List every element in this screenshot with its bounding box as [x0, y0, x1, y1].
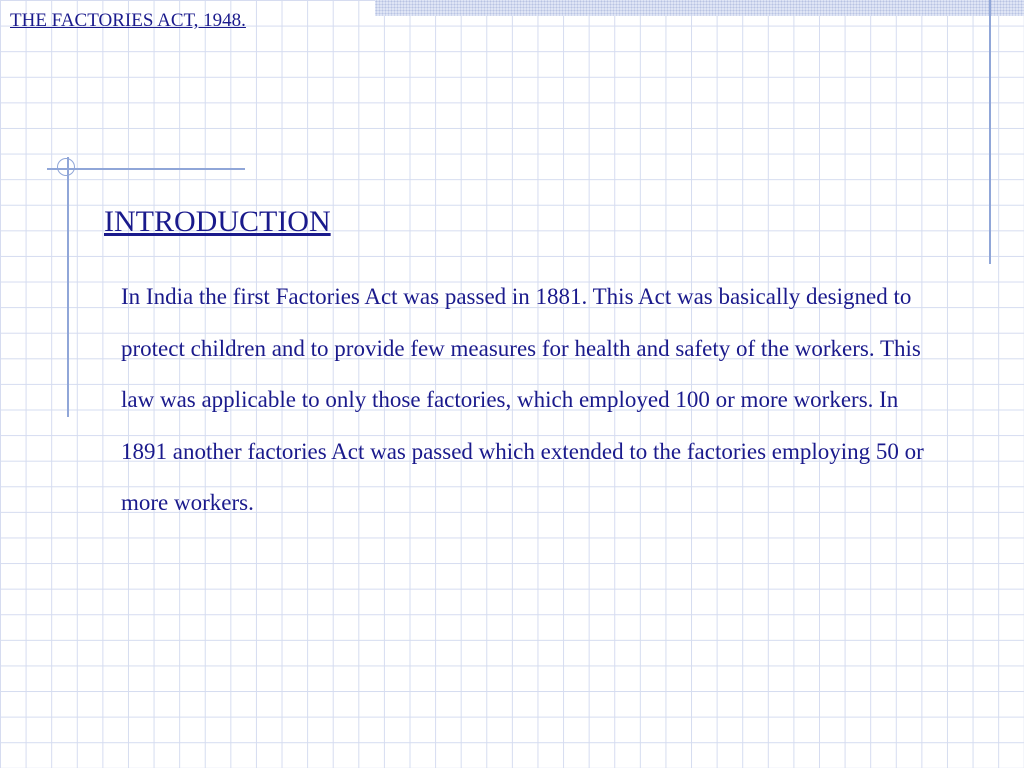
body-paragraph: In India the first Factories Act was passed in 1881. This Act was basically designed to protect children and to provide few measures for health and safety of the workers. This law was applicable to only those factories, which employed 100 or more workers. In 1891 another factories Act was passed which extended to the factories employing 50 or more workers.	[121, 284, 924, 515]
deck-title: THE FACTORIES ACT, 1948.	[10, 10, 246, 31]
left-vertical-rule	[67, 157, 69, 417]
top-decorative-band	[375, 0, 1024, 16]
section-heading: INTRODUCTION	[104, 205, 331, 238]
corner-circle-ornament	[57, 158, 75, 176]
right-vertical-rule	[989, 0, 991, 264]
left-horizontal-rule	[47, 168, 245, 170]
